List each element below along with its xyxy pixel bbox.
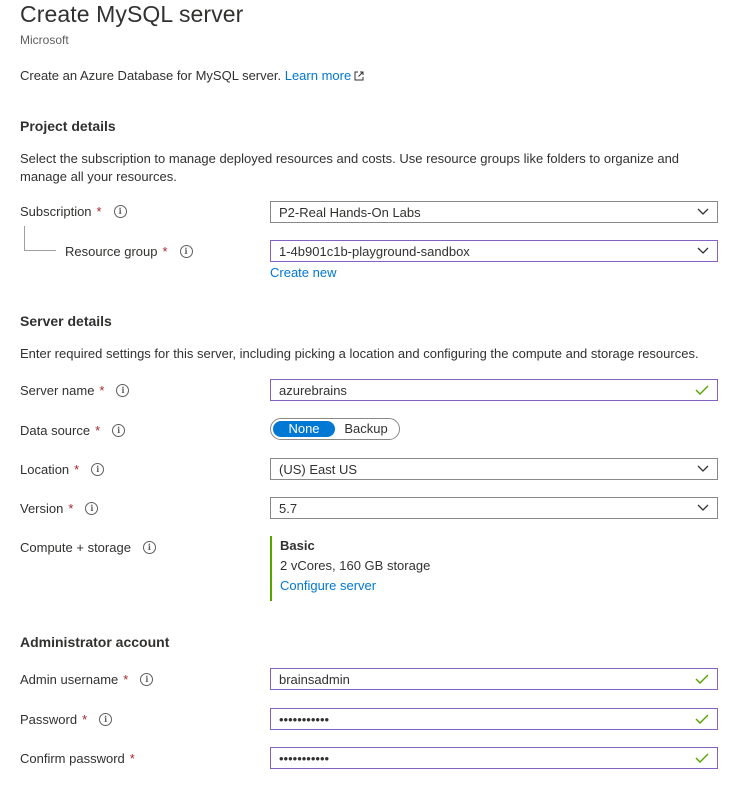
version-value: 5.7 [279,500,298,516]
subscription-label [20,204,127,219]
data-source-option-none[interactable]: None [273,421,335,437]
location-dropdown[interactable] [270,458,718,480]
configure-server-link[interactable]: Configure server [280,578,377,593]
admin-account-heading: Administrator account [20,634,170,650]
server-details-description: Enter required settings for this server, including picking a location and configuring the compute and storage resources. [20,346,699,361]
info-icon[interactable]: i [180,245,193,258]
page-title: Create MySQL server [20,1,244,27]
location-label [20,462,104,477]
learn-more-link[interactable] [285,68,364,83]
server-name-input[interactable] [270,379,718,401]
confirm-password-label [20,751,135,766]
required-marker: * [129,751,135,766]
chevron-down-icon [697,465,709,473]
data-source-toggle[interactable] [270,418,400,440]
info-icon[interactable]: i [140,673,153,686]
required-marker: * [123,672,129,687]
admin-username-value: brainsadmin [279,671,350,687]
required-marker: * [99,383,105,398]
confirm-password-label-text: Confirm password [20,751,125,766]
checkmark-icon [695,753,709,763]
intro-description: Create an Azure Database for MySQL server. [20,68,282,83]
info-icon[interactable]: i [112,424,125,437]
info-icon[interactable]: i [99,713,112,726]
project-details-heading: Project details [20,118,116,134]
password-label-text: Password [20,712,78,727]
admin-username-label [20,672,153,687]
required-marker: * [74,462,80,477]
intro-text [20,68,364,83]
admin-username-label-text: Admin username [20,672,119,687]
external-link-icon [354,71,364,81]
subscription-value: P2-Real Hands-On Labs [279,204,421,220]
chevron-down-icon [697,247,709,255]
server-name-value: azurebrains [279,382,347,398]
subscription-dropdown[interactable] [270,201,718,223]
version-dropdown[interactable] [270,497,718,519]
version-label-text: Version [20,501,64,516]
checkmark-icon [695,674,709,684]
compute-storage-label-text: Compute + storage [20,540,131,555]
resource-group-label [65,244,193,259]
chevron-down-icon [697,504,709,512]
confirm-password-input[interactable] [270,747,718,769]
password-label [20,712,112,727]
tree-connector [24,250,56,251]
project-details-description: Select the subscription to manage deployed resources and costs. Use resource groups like folders to organize and manage all your resources. [20,151,680,184]
location-value: (US) East US [279,461,358,477]
chevron-down-icon [697,208,709,216]
password-input[interactable] [270,708,718,730]
tree-connector [24,226,25,250]
checkmark-icon [695,385,709,395]
required-marker: * [96,204,102,219]
compute-summary [270,536,430,601]
info-icon[interactable]: i [143,541,156,554]
location-label-text: Location [20,462,70,477]
info-icon[interactable]: i [85,502,98,515]
create-new-link[interactable]: Create new [270,265,337,280]
password-value: ••••••••••• [279,711,330,727]
required-marker: * [82,712,88,727]
subscription-label-text: Subscription [20,204,92,219]
compute-storage-label [20,540,156,555]
checkmark-icon [695,714,709,724]
confirm-password-value: ••••••••••• [279,750,330,766]
resource-group-dropdown[interactable] [270,240,718,262]
server-details-heading: Server details [20,313,112,329]
publisher-label: Microsoft [20,33,69,47]
info-icon[interactable]: i [116,384,129,397]
server-name-label-text: Server name [20,383,95,398]
server-name-label [20,383,129,398]
version-label [20,501,98,516]
required-marker: * [162,244,168,259]
data-source-option-backup[interactable]: Backup [344,421,388,436]
info-icon[interactable]: i [114,205,127,218]
info-icon[interactable]: i [91,463,104,476]
admin-username-input[interactable] [270,668,718,690]
compute-detail: 2 vCores, 160 GB storage [280,558,431,573]
resource-group-label-text: Resource group [65,244,158,259]
compute-tier: Basic [280,538,315,553]
data-source-label [20,423,125,438]
required-marker: * [95,423,101,438]
learn-more-label: Learn more [284,68,352,83]
required-marker: * [68,501,74,516]
resource-group-value: 1-4b901c1b-playground-sandbox [279,243,470,259]
data-source-label-text: Data source [20,423,91,438]
